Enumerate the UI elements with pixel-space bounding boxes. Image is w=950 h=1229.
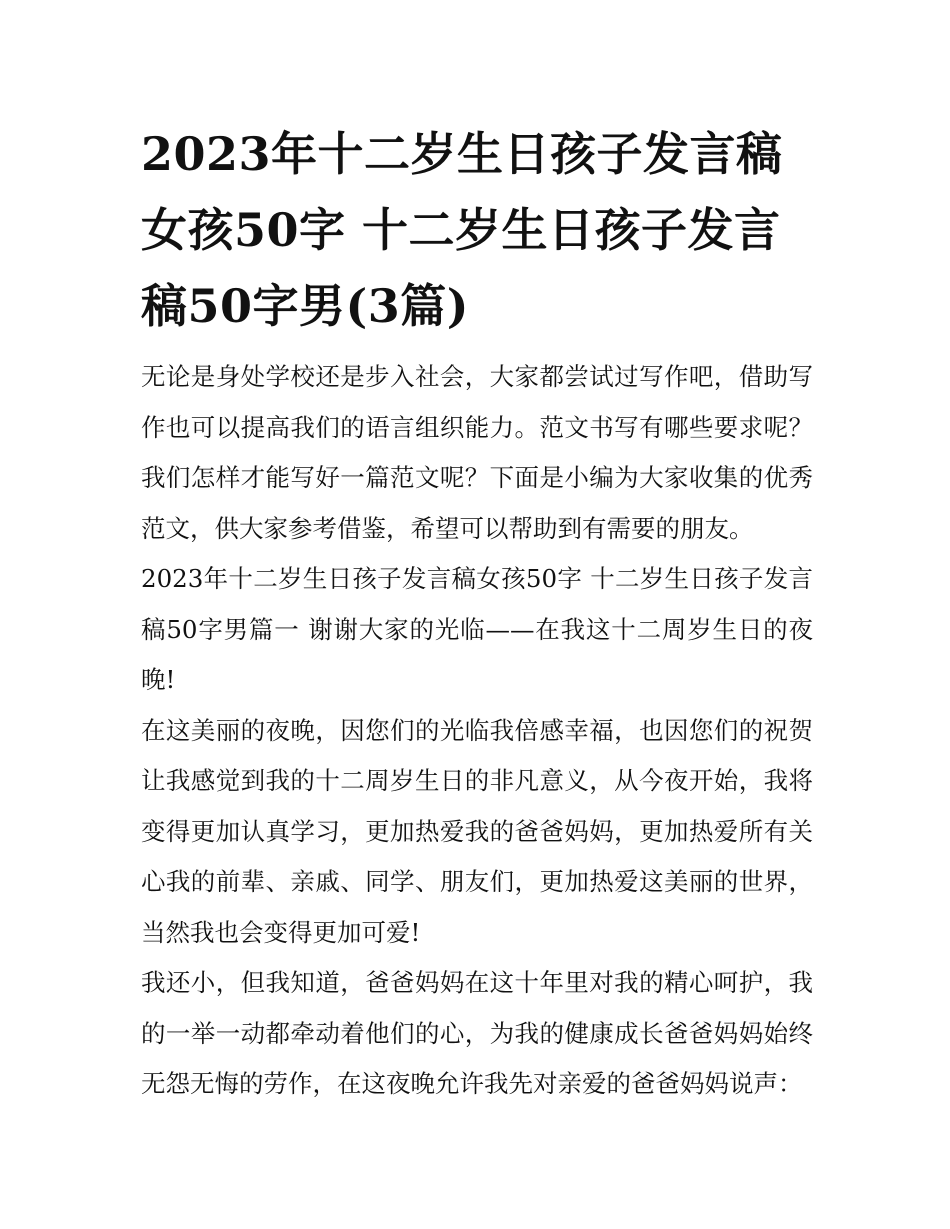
paragraph-body-2: 我还小，但我知道，爸爸妈妈在这十年里对我的精心呵护，我的一举一动都牵动着他们的心，为我的健康成长爸爸妈妈始终无怨无悔的劳作，在这夜晚允许我先对亲爱的爸爸妈妈说声： bbox=[141, 968, 813, 1098]
paragraph-intro: 无论是身处学校还是步入社会，大家都尝试过写作吧，借助写作也可以提高我们的语言组织能力。范文书写有哪些要求呢？我们怎样才能写好一篇范文呢？下面是小编为大家收集的优秀范文，供大家参考借鉴，希望可以帮助到有需要的朋友。 bbox=[141, 362, 813, 543]
paragraph-section-heading: 2023年十二岁生日孩子发言稿女孩50字 十二岁生日孩子发言稿50字男篇一 谢谢大家的光临——在我这十二周岁生日的夜晚! bbox=[141, 564, 813, 694]
document-title: 2023年十二岁生日孩子发言稿女孩50字 十二岁生日孩子发言稿50字男(3篇) bbox=[141, 127, 783, 333]
paragraph-body-1: 在这美丽的夜晚，因您们的光临我倍感幸福，也因您们的祝贺让我感觉到我的十二周岁生日的非凡意义，从今夜开始，我将变得更加认真学习，更加热爱我的爸爸妈妈，更加热爱所有关心我的前辈、亲戚、同学、朋友们，更加热爱这美丽的世界，当然我也会变得更加可爱! bbox=[141, 715, 813, 947]
document-page bbox=[141, 116, 813, 1110]
